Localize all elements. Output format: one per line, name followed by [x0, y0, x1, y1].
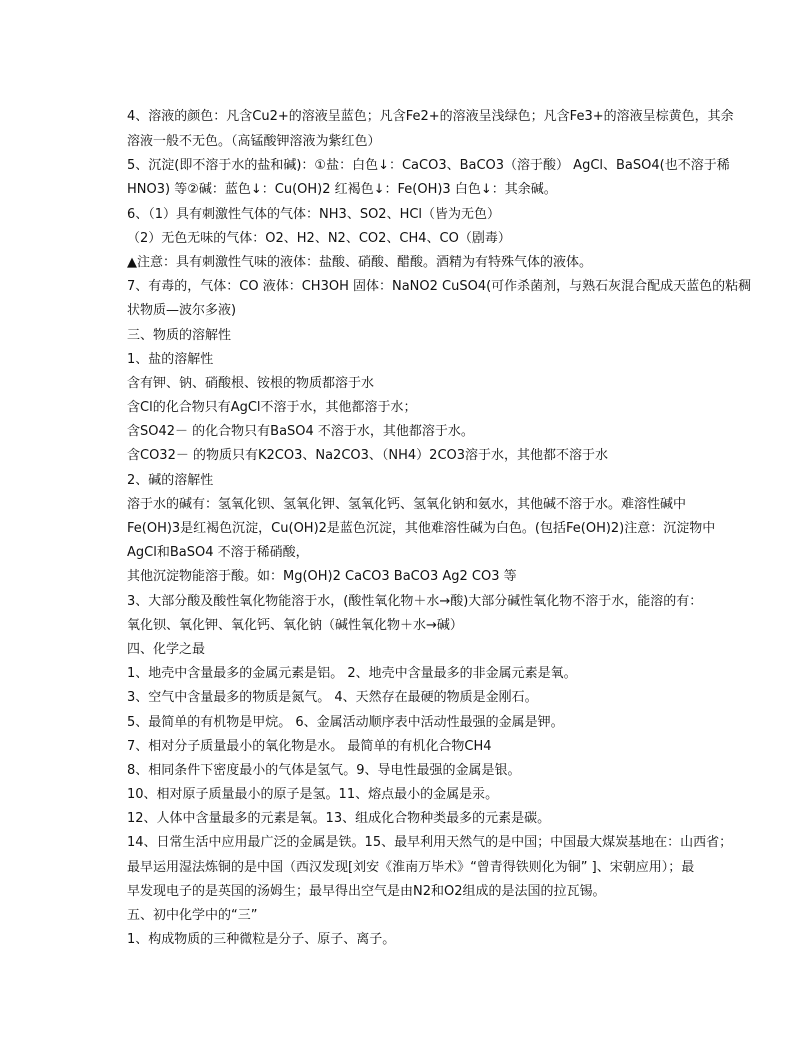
text-line: 6、（1）具有刺激性气体的气体：NH3、SO2、HCl（皆为无色）	[127, 206, 501, 222]
text-line: 含Cl的化合物只有AgCl不溶于水，其他都溶于水；	[127, 400, 417, 416]
text-line: 溶于水的碱有：氢氧化钡、氢氧化钾、氢氧化钙、氢氧化钠和氨水，其他碱不溶于水。难溶性碱中	[127, 496, 687, 512]
text-line: 14、日常生活中应用最广泛的金属是铁。15、最早利用天然气的是中国；中国最大煤炭基地在：山西省；	[127, 835, 733, 851]
text-line: 含有钾、钠、硝酸根、铵根的物质都溶于水	[127, 375, 375, 391]
text-line: 状物质—波尔多液)	[127, 303, 237, 319]
subsection-heading: 1、盐的溶解性	[127, 351, 214, 367]
text-line: 10、相对原子质量最小的原子是氢。11、熔点最小的金属是汞。	[127, 787, 499, 803]
text-line: 早发现电子的是英国的汤姆生；最早得出空气是由N2和O2组成的是法国的拉瓦锡。	[127, 883, 606, 899]
section-heading: 四、化学之最	[127, 641, 206, 657]
text-line: 8、相同条件下密度最小的气体是氢气。9、导电性最强的金属是银。	[127, 762, 521, 778]
text-line: 3、空气中含量最多的物质是氮气。 4、天然存在最硬的物质是金刚石。	[127, 690, 538, 706]
text-line: （2）无色无味的气体：O2、H2、N2、CO2、CH4、CO（剧毒）	[127, 230, 511, 246]
text-line: 5、最简单的有机物是甲烷。 6、金属活动顺序表中活动性最强的金属是钾。	[127, 714, 564, 730]
text-line: ▲注意：具有刺激性气味的液体：盐酸、硝酸、醋酸。酒精为有特殊气体的液体。	[127, 254, 592, 270]
text-line: 7、有毒的，气体：CO 液体：CH3OH 固体：NaNO2 CuSO4(可作杀菌剂，与熟石灰混合配成天蓝色的粘稠	[127, 279, 752, 295]
section-heading: 五、初中化学中的“三”	[127, 908, 258, 923]
subsection-heading: 2、碱的溶解性	[127, 472, 214, 488]
section-heading: 三、物质的溶解性	[127, 327, 232, 343]
text-line: HNO3) 等②碱：蓝色↓：Cu(OH)2 红褐色↓：Fe(OH)3 白色↓：其余碱。	[127, 182, 557, 198]
text-line: 最早运用湿法炼铜的是中国（西汉发现[刘安《淮南万毕术》“曾青得铁则化为铜” ]、宋朝应用）；最	[127, 859, 695, 875]
text-line: 氧化钡、氧化钾、氧化钙、氧化钠（碱性氧化物＋水→碱）	[127, 617, 463, 633]
text-line: 1、构成物质的三种微粒是分子、原子、离子。	[127, 932, 396, 948]
document-body	[127, 104, 752, 952]
text-line: 溶液一般不无色。（高锰酸钾溶液为紫红色）	[127, 134, 381, 149]
text-line: 3、大部分酸及酸性氧化物能溶于水，(酸性氧化物＋水→酸)大部分碱性氧化物不溶于水，能溶的有：	[127, 593, 703, 609]
text-line: 4、溶液的颜色：凡含Cu2+的溶液呈蓝色；凡含Fe2+的溶液呈浅绿色；凡含Fe3+的溶液呈棕黄色，其余	[127, 109, 734, 124]
text-line: Fe(OH)3是红褐色沉淀，Cu(OH)2是蓝色沉淀，其他难溶性碱为白色。(包括Fe(OH)2)注意：沉淀物中	[127, 521, 716, 536]
text-line: 12、人体中含量最多的元素是氧。13、组成化合物种类最多的元素是碳。	[127, 811, 551, 827]
text-line: 其他沉淀物能溶于酸。如：Mg(OH)2 CaCO3 BaCO3 Ag2 CO3 等	[127, 569, 517, 585]
text-line: 7、相对分子质量最小的氧化物是水。 最简单的有机化合物CH4	[127, 738, 492, 754]
text-line: 含SO42－ 的化合物只有BaSO4 不溶于水，其他都溶于水。	[127, 424, 474, 440]
text-line: AgCl和BaSO4 不溶于稀硝酸，	[127, 545, 309, 561]
text-line: 5、沉淀(即不溶于水的盐和碱)：①盐：白色↓：CaCO3、BaCO3（溶于酸） AgCl、BaSO4(也不溶于稀	[127, 158, 730, 174]
text-line: 1、地壳中含量最多的金属元素是铝。 2、地壳中含量最多的非金属元素是氧。	[127, 666, 577, 682]
text-line: 含CO32－ 的物质只有K2CO3、Na2CO3、（NH4）2CO3溶于水，其他都不溶于水	[127, 448, 609, 464]
